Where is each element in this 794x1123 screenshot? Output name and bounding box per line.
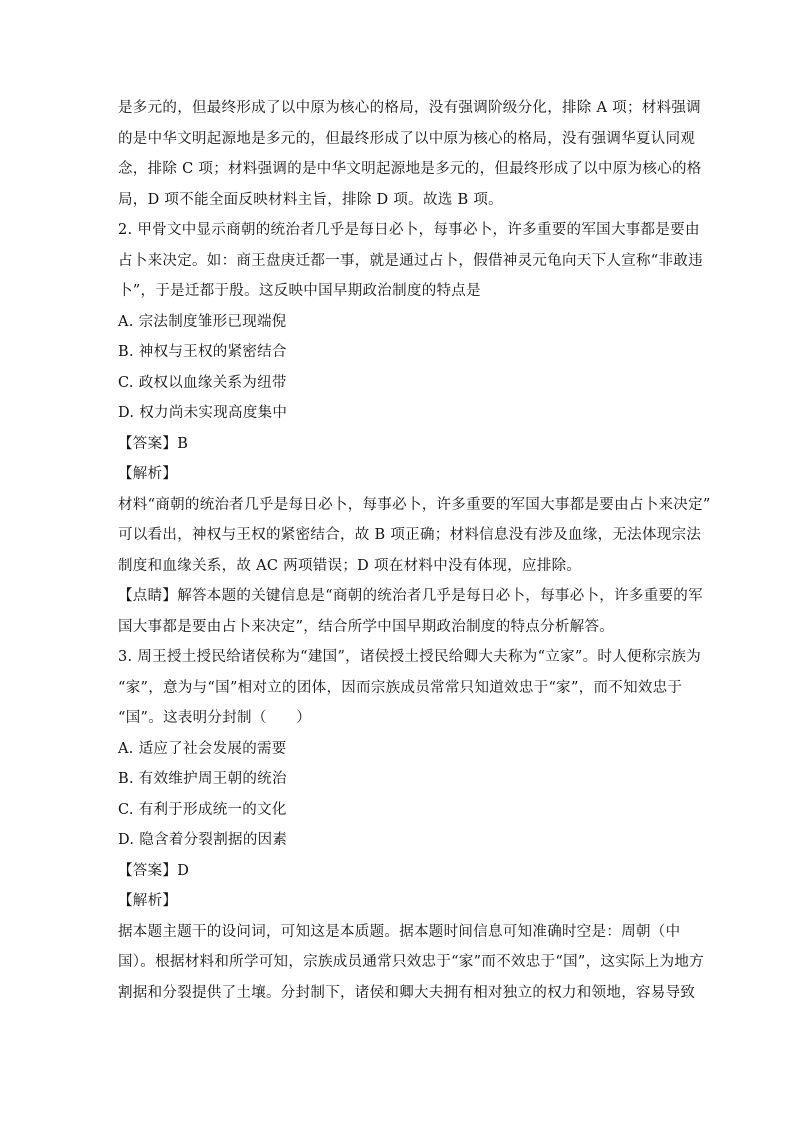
text-line: 割据和分裂提供了土壤。分封制下，诸侯和卿大夫拥有相对独立的权力和领地，容易导致: [118, 984, 696, 1001]
question-2-stem: 2. 甲骨文中显示商朝的统治者几乎是每日必卜，每事必卜，许多重要的军国大事都是要由: [118, 222, 700, 238]
text-line: 国）。根据材料和所学可知，宗族成员通常只效忠于“家”而不效忠于“国”，这实际上为地方: [118, 954, 704, 970]
question-3-option-d: D. 隐含着分裂割据的因素: [118, 832, 288, 848]
question-2-tip: 【点睛】解答本题的关键信息是“商朝的统治者几乎是每日必卜，每事必卜，许多重要的军: [118, 588, 703, 604]
text-line: 制度和血缘关系，故 AC 两项错误；D 项在材料中没有体现，应排除。: [118, 557, 582, 574]
text-line: 可以看出，神权与王权的紧密结合，故 B 项正确；材料信息没有涉及血缘，无法体现宗法: [118, 527, 702, 543]
question-2-option-d: D. 权力尚未实现高度集中: [118, 405, 288, 421]
question-3-option-b: B. 有效维护周王朝的统治: [118, 771, 287, 787]
text-line: 念，排除 C 项；材料强调的是中华文明起源地是多元的，但最终形成了以中原为核心的格: [118, 161, 702, 177]
text-line: 是多元的，但最终形成了以中原为核心的格局，没有强调阶级分化，排除 A 项；材料强调: [118, 100, 701, 116]
text-line: “家”，意为与“国”相对立的团体，因而宗族成员常常只知道效忠于“家”，而不知效忠于: [118, 679, 683, 696]
question-3-stem: 3. 周王授土授民给诸侯称为“建国”，诸侯授土授民给卿大夫称为“立家”。时人便称宗族为: [118, 649, 701, 665]
question-3-option-a: A. 适应了社会发展的需要: [118, 740, 287, 757]
question-3-option-c: C. 有利于形成统一的文化: [118, 801, 287, 818]
question-2-answer: 【答案】B: [118, 435, 189, 452]
question-2-option-a: A. 宗法制度雏形已现端倪: [118, 313, 287, 330]
question-3-analysis-heading: 【解析】: [118, 893, 178, 909]
text-line: 据本题主题干的设问词，可知这是本质题。据本题时间信息可知准确时空是：周朝（中: [118, 923, 681, 940]
question-3-answer: 【答案】D: [118, 862, 190, 879]
question-2-analysis-heading: 【解析】: [118, 466, 178, 482]
text-line: 局，D 项不能全面反映材料主旨，排除 D 项。故选 B 项。: [118, 191, 503, 208]
question-2-option-b: B. 神权与王权的紧密结合: [118, 344, 287, 360]
text-line: 卜”，于是迁都于殷。这反映中国早期政治制度的特点是: [118, 283, 481, 299]
document-page: [118, 93, 711, 1008]
text-line: 材料“商朝的统治者几乎是每日必卜，每事必卜，许多重要的军国大事都是要由占卜来决定”: [118, 496, 711, 513]
text-line: 占卜来决定。如：商王盘庚迁都一事，就是通过占卜，假借神灵元龟向天下人宣称“非敢违: [118, 252, 703, 269]
question-2-option-c: C. 政权以血缘关系为纽带: [118, 374, 287, 391]
text-line: 的是中华文明起源地是多元的，但最终形成了以中原为核心的格局，没有强调华夏认同观: [118, 130, 696, 147]
text-line: 国大事都是要由占卜来决定”，结合所学中国早期政治制度的特点分析解答。: [118, 618, 615, 635]
text-line: “国”。这表明分封制（ ）: [118, 710, 312, 726]
